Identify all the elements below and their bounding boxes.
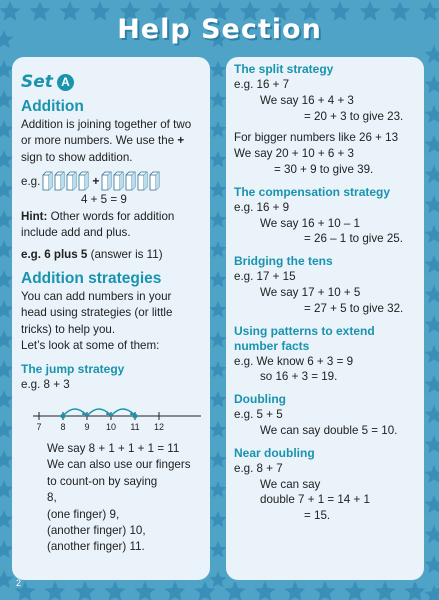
- strategies-heading: Addition strategies: [21, 269, 162, 287]
- star-decoration: [285, 581, 306, 600]
- unit-block: [54, 171, 65, 191]
- star-decoration: [425, 135, 439, 153]
- strategies-line-1: You can add numbers in your: [21, 289, 172, 303]
- star-decoration: [425, 585, 439, 600]
- compensation-line-2: = 26 – 1 to give 25.: [304, 232, 403, 246]
- jump-line-5: (one finger) 9,: [47, 507, 120, 521]
- star-decoration: [345, 581, 366, 600]
- set-heading: [21, 69, 202, 95]
- patterns-line-2: so 16 + 3 = 19.: [260, 370, 338, 384]
- blocks-example: [21, 170, 202, 192]
- jump-line-1: We say 8 + 1 + 1 + 1 = 11: [47, 441, 180, 455]
- near-doubling-line-2: double 7 + 1 = 14 + 1: [260, 493, 370, 507]
- star-decoration: [425, 255, 439, 273]
- block-group-4: [42, 171, 90, 191]
- near-doubling-heading: Near doubling: [234, 445, 315, 460]
- star-decoration: [425, 225, 439, 243]
- star-decoration: [0, 570, 14, 588]
- star-decoration: [209, 481, 226, 497]
- star-decoration: [425, 165, 439, 183]
- star-decoration: [425, 495, 439, 513]
- jump-example: e.g. 8 + 3: [21, 378, 70, 392]
- near-doubling-line-3: = 15.: [304, 509, 331, 523]
- left-panel: [12, 57, 210, 580]
- star-decoration: [45, 581, 66, 600]
- star-decoration: [209, 361, 226, 377]
- block-plus-sign: +: [92, 174, 100, 189]
- unit-block: [125, 171, 136, 191]
- set-badge: A: [57, 74, 74, 91]
- bigger-line-3: = 30 + 9 to give 39.: [274, 162, 374, 176]
- star-decoration: [209, 121, 226, 137]
- star-decoration: [209, 271, 226, 287]
- number-line: [33, 396, 201, 432]
- compensation-heading: The compensation strategy: [234, 184, 391, 199]
- split-heading: The split strategy: [234, 62, 334, 76]
- jump-line-7: (another finger) 11.: [47, 540, 145, 554]
- star-decoration: [209, 331, 226, 347]
- plus-example: e.g. 6 plus 5 (answer is 11): [21, 248, 163, 262]
- unit-block: [149, 171, 160, 191]
- doubling-line-1: We can say double 5 = 10.: [260, 423, 398, 437]
- bridging-example: e.g. 17 + 15: [234, 270, 296, 284]
- star-decoration: [315, 581, 336, 600]
- star-decoration: [105, 581, 126, 600]
- number-line-tick-label: 7: [36, 421, 42, 432]
- addition-line-2: or more numbers. We use the +: [21, 134, 185, 148]
- star-decoration: [209, 451, 226, 467]
- split-example: e.g. 16 + 7: [234, 78, 290, 91]
- star-decoration: [75, 581, 96, 600]
- set-label: Set: [21, 72, 53, 92]
- block-group-5: [101, 171, 161, 191]
- jump-line-6: (another finger) 10,: [47, 523, 146, 537]
- plus-symbol: +: [177, 134, 185, 148]
- star-decoration: [425, 435, 439, 453]
- star-decoration: [209, 511, 226, 527]
- number-line-tick-label: 9: [84, 421, 90, 432]
- number-line-tick-label: 12: [153, 421, 165, 432]
- star-decoration: [209, 61, 226, 77]
- jump-line-2: We can also use our fingers: [47, 458, 191, 472]
- star-decoration: [209, 91, 226, 107]
- unit-block: [101, 171, 112, 191]
- right-panel: [226, 57, 424, 580]
- page-title: Help Section: [117, 14, 322, 45]
- unit-block: [137, 171, 148, 191]
- number-line-tick-label: 11: [130, 421, 140, 432]
- star-decoration: [209, 151, 226, 167]
- unit-block: [42, 171, 53, 191]
- star-decoration: [425, 375, 439, 393]
- bridging-heading: Bridging the tens: [234, 254, 333, 269]
- number-line-tick-label: 10: [105, 421, 117, 432]
- star-decoration: [209, 571, 226, 587]
- star-decoration: [425, 45, 439, 63]
- star-decoration: [209, 241, 226, 257]
- star-decoration: [375, 581, 396, 600]
- jump-line-4: 8,: [47, 491, 57, 505]
- star-decoration: [135, 581, 156, 600]
- bridging-line-1: We say 17 + 10 + 5: [260, 285, 361, 299]
- star-decoration: [425, 405, 439, 423]
- hint-label: Hint:: [21, 209, 48, 223]
- star-decoration: [425, 315, 439, 333]
- star-decoration: [425, 105, 439, 123]
- bridging-line-2: = 27 + 5 to give 32.: [304, 301, 404, 315]
- strategies-line-4: Let’s look at some of them:: [21, 339, 160, 353]
- near-doubling-example: e.g. 8 + 7: [234, 461, 283, 475]
- star-decoration: [255, 581, 276, 600]
- star-decoration: [425, 345, 439, 363]
- split-line-1: We say 16 + 4 + 3: [260, 93, 354, 107]
- star-decoration: [425, 555, 439, 573]
- star-decoration: [425, 195, 439, 213]
- addition-heading: Addition: [21, 98, 84, 115]
- star-decoration: [209, 211, 226, 227]
- strategies-line-2: head using strategies (or little: [21, 306, 173, 320]
- patterns-heading: Using patterns to extend number facts: [234, 323, 375, 353]
- split-line-2: = 20 + 3 to give 23.: [304, 109, 404, 123]
- star-decoration: [425, 285, 439, 303]
- star-decoration: [195, 581, 216, 600]
- bigger-line-1: For bigger numbers like 26 + 13: [234, 131, 399, 145]
- blocks-equation: 4 + 5 = 9: [81, 193, 127, 207]
- star-decoration: [165, 581, 186, 600]
- doubling-example: e.g. 5 + 5: [234, 408, 283, 422]
- star-decoration: [405, 581, 426, 600]
- unit-block: [113, 171, 124, 191]
- hint-line-2: include add and plus.: [21, 226, 131, 240]
- star-decoration: [425, 465, 439, 483]
- page-number: 2: [16, 578, 22, 588]
- addition-line-3: sign to show addition.: [21, 150, 133, 164]
- near-doubling-line-1: We can say: [260, 477, 321, 491]
- jump-line-3: to count-on by saying: [47, 474, 158, 488]
- star-decoration: [425, 75, 439, 93]
- strategies-line-3: tricks) to help you.: [21, 322, 116, 336]
- star-decoration: [209, 301, 226, 317]
- star-decoration: [209, 391, 226, 407]
- bigger-line-2: We say 20 + 10 + 6 + 3: [234, 147, 354, 161]
- addition-line-1: Addition is joining together of two: [21, 118, 192, 131]
- jump-dot-start: [61, 413, 66, 418]
- unit-block: [66, 171, 77, 191]
- star-decoration: [209, 421, 226, 437]
- star-decoration: [209, 541, 226, 557]
- eg-label: e.g.: [21, 174, 41, 188]
- unit-block: [78, 171, 89, 191]
- star-decoration: [225, 581, 246, 600]
- compensation-example: e.g. 16 + 9: [234, 200, 290, 214]
- star-decoration: [425, 525, 439, 543]
- jump-heading: The jump strategy: [21, 362, 125, 377]
- doubling-heading: Doubling: [234, 392, 286, 407]
- compensation-line-1: We say 16 + 10 – 1: [260, 216, 361, 230]
- star-decoration: [209, 181, 226, 197]
- patterns-line-1: e.g. We know 6 + 3 = 9: [234, 354, 354, 368]
- number-line-tick-label: 8: [60, 421, 66, 432]
- hint-line-1: Hint: Other words for addition: [21, 209, 175, 223]
